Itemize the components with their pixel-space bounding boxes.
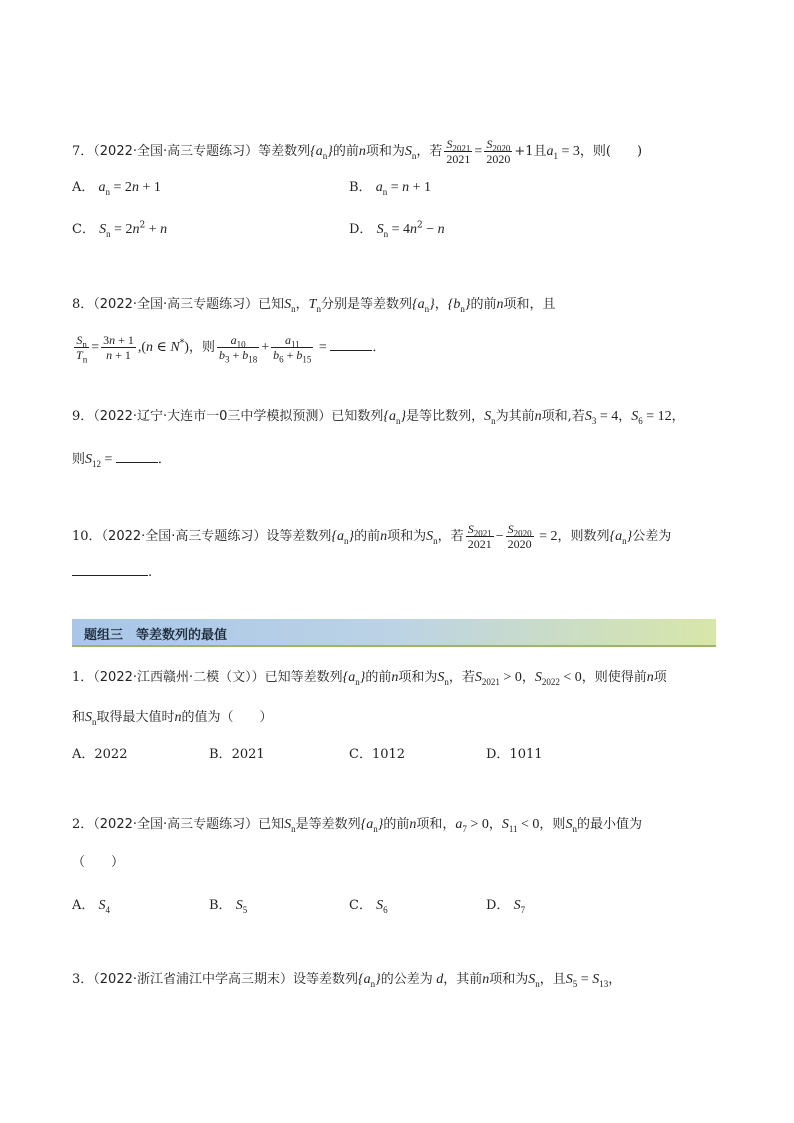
question-source: （2022·全国·高三专题练习） — [93, 817, 259, 832]
question-10: 10．（2022·全国·高三专题练习）设等差数列$\{a_n\}$的前n项和为$S_n$，若 $\frac{S_{2021}}{2021}$ − $\frac{S_{2020}}{2020}$ = 2，则数列$\{a_n\}$公差为 — [72, 522, 672, 551]
question-9: 9．（2022·辽宁·大连市一0三中学模拟预测）已知数列$\{a_n\}$是等比数列，$S_n$为其前n项和,若$S_3 = 4$，$S_6 = 12$， — [72, 409, 685, 426]
problem-2: 2．（2022·全国·高三专题练习）已知$S_n$是等差数列$\{a_n\}$的前n项和，$a_7 > 0$，$S_{11} < 0$，则$S_n$的最小值为 — [72, 817, 642, 834]
problem-1: 1．（2022·江西赣州·二模（文））已知等差数列$\{a_n\}$的前n项和为$S_n$，若$S_{2021} > 0$，$S_{2022} < 0$，则使得前n项 — [72, 670, 667, 687]
q7-option-c[interactable]: C． $S_n = 2n^2 + n$ — [72, 220, 168, 239]
p1-option-a[interactable]: A．2022 — [72, 747, 128, 762]
p2-option-b[interactable]: B． $S_5$ — [209, 898, 248, 915]
p1-option-b[interactable]: B．2021 — [209, 747, 265, 762]
section-title: 题组三 等差数列的最值 — [84, 628, 228, 643]
question-source: （2022·全国·高三专题练习） — [93, 297, 259, 312]
question-8-line-2: $\frac{S_n}{T_n}$ = $\frac{3n + 1}{n + 1}$ ,(n ∈ N*)，则 $\frac{a_{10}}{b_3 + b_{18}}$ + $\frac{a_{11}}{b_6 + b_{15}}$ = ． — [76, 333, 386, 365]
q7-option-b[interactable]: B． $a_n = n + 1$ — [349, 180, 432, 197]
answer-blank[interactable] — [72, 575, 148, 576]
question-source: （2022·浙江省浦江中学高三期末） — [93, 972, 293, 987]
q7-option-d[interactable]: D． $S_n = 4n^2 - n$ — [349, 220, 445, 239]
answer-blank[interactable] — [330, 350, 372, 351]
problem-1-line-2: 和$S_n$取得最大值时n的值为（ ） — [72, 710, 273, 727]
p1-option-c[interactable]: C．1012 — [349, 747, 406, 762]
p2-option-d[interactable]: D． $S_7$ — [486, 898, 526, 915]
problem-3: 3．（2022·浙江省浦江中学高三期末）设等差数列$\{a_n\}$的公差为 d，其前n项和为$S_n$，且$S_5 = S_{13}$， — [72, 972, 622, 989]
question-7: 7．（2022·全国·高三专题练习）等差数列$\{a_n\}$的前n项和为$S_n$，若 $\frac{S_{2021}}{2021}$ = $\frac{S_{2020}}{2020}$ +1且$a_1 = 3$，则( ) — [72, 137, 643, 166]
p2-option-a[interactable]: A． $S_4$ — [72, 898, 111, 915]
q7-option-a[interactable]: A． $a_n = 2n + 1$ — [72, 180, 161, 197]
question-source: （2022·江西赣州·二模（文）） — [93, 670, 265, 685]
p2-option-c[interactable]: C． $S_6$ — [349, 898, 388, 915]
question-8: 8．（2022·全国·高三专题练习）已知$S_n$，$T_n$分别是等差数列$\{a_n\}$，$\{b_n\}$的前n项和，且 — [72, 297, 556, 314]
p1-option-d[interactable]: D．1011 — [486, 747, 543, 762]
question-source: （2022·全国·高三专题练习） — [101, 529, 267, 544]
problem-2-line-2: （ ） — [72, 855, 125, 870]
question-10-line-2: . — [72, 563, 152, 583]
question-9-line-2: 则$S_{12}$ = ． — [72, 452, 171, 469]
section-header — [72, 619, 716, 647]
answer-blank[interactable] — [116, 462, 158, 463]
question-source: （2022·全国·高三专题练习） — [93, 144, 259, 159]
question-source: （2022·辽宁·大连市一0三中学模拟预测） — [93, 409, 332, 424]
